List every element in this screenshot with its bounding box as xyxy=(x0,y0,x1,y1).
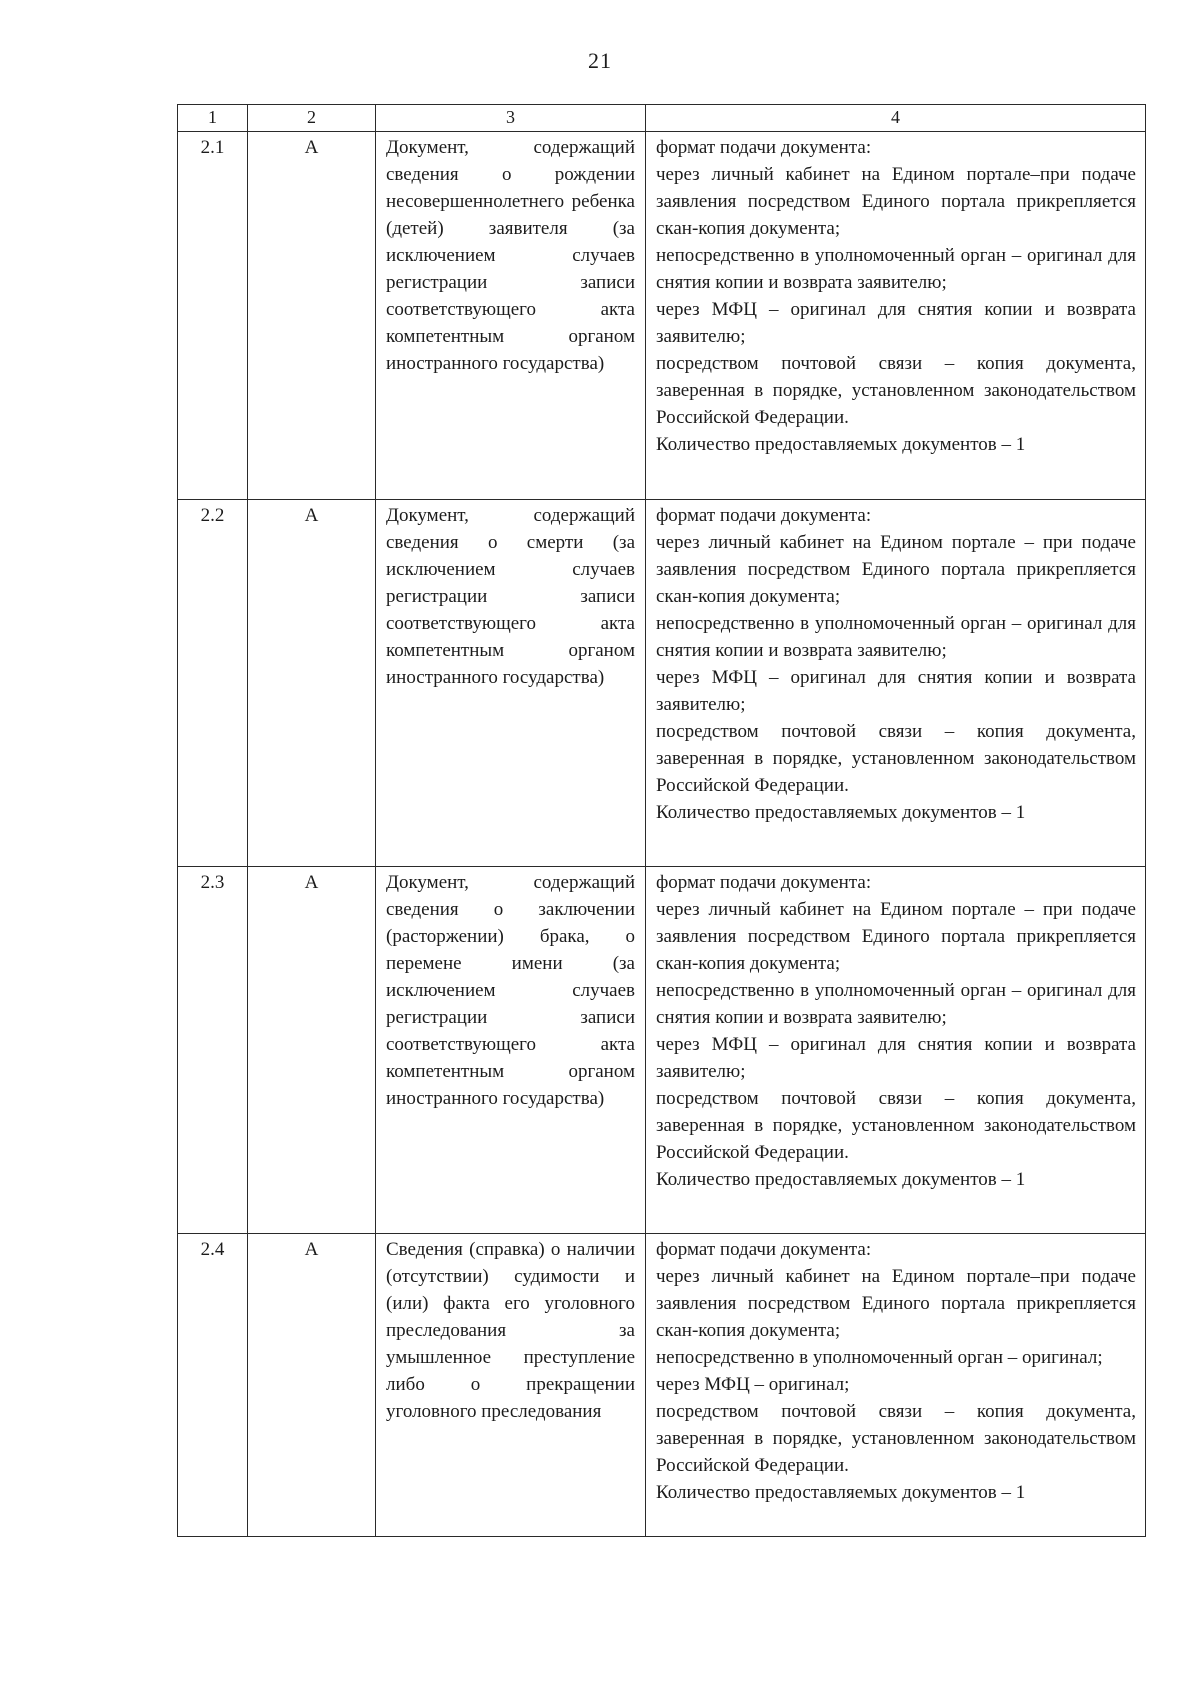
format-line: посредством почтовой связи – копия документа, заверенная в порядке, установленном законодательством Российской Федерации. xyxy=(656,353,1136,428)
row-number: 2.4 xyxy=(178,1234,248,1537)
submission-format xyxy=(646,867,1146,1234)
row-category: А xyxy=(248,1234,376,1537)
format-line: формат подачи документа: xyxy=(656,137,872,158)
document-name: Сведения (справка) о наличии (отсутствии) судимости и (или) факта его уголовного преследования за умышленное преступление либо о прекращении уголовного преследования xyxy=(376,1234,646,1537)
format-line: непосредственно в уполномоченный орган – оригинал; xyxy=(656,1347,1103,1368)
table-header-row xyxy=(178,105,1146,132)
document-count: Количество предоставляемых документов – 1 xyxy=(656,802,1026,823)
column-header-1: 1 xyxy=(178,105,248,132)
format-line: формат подачи документа: xyxy=(656,872,872,893)
format-line: посредством почтовой связи – копия документа, заверенная в порядке, установленном законодательством Российской Федерации. xyxy=(656,1401,1136,1476)
format-line: через МФЦ – оригинал для снятия копии и возврата заявителю; xyxy=(656,1034,1136,1082)
document-name: Документ, содержащий сведения о заключении (расторжении) брака, о перемене имени (за исключением случаев регистрации записи соответствующего акта компетентным органом иностранного государства) xyxy=(376,867,646,1234)
format-line: непосредственно в уполномоченный орган – оригинал для снятия копии и возврата заявителю; xyxy=(656,613,1136,661)
submission-format xyxy=(646,1234,1146,1537)
row-number: 2.3 xyxy=(178,867,248,1234)
page-number: 21 xyxy=(588,48,612,73)
row-number: 2.1 xyxy=(178,132,248,500)
document-name: Документ, содержащий сведения о рождении несовершеннолетнего ребенка (детей) заявителя (за исключением случаев регистрации записи соответствующего акта компетентным органом иностранного государства) xyxy=(376,132,646,500)
document-name: Документ, содержащий сведения о смерти (за исключением случаев регистрации записи соответствующего акта компетентным органом иностранного государства) xyxy=(376,500,646,867)
format-line: непосредственно в уполномоченный орган – оригинал для снятия копии и возврата заявителю; xyxy=(656,980,1136,1028)
column-header-3: 3 xyxy=(376,105,646,132)
column-header-2: 2 xyxy=(248,105,376,132)
row-category: А xyxy=(248,132,376,500)
format-line: непосредственно в уполномоченный орган – оригинал для снятия копии и возврата заявителю; xyxy=(656,245,1136,293)
submission-format xyxy=(646,500,1146,867)
format-line: через МФЦ – оригинал для снятия копии и возврата заявителю; xyxy=(656,299,1136,347)
format-line: через личный кабинет на Едином портале–при подаче заявления посредством Единого портала прикрепляется скан-копия документа; xyxy=(656,164,1136,239)
row-category: А xyxy=(248,867,376,1234)
document-count: Количество предоставляемых документов – 1 xyxy=(656,1169,1026,1190)
documents-table xyxy=(177,104,1146,1537)
column-header-4: 4 xyxy=(646,105,1146,132)
format-line: через МФЦ – оригинал; xyxy=(656,1374,850,1395)
format-line: через личный кабинет на Едином портале – при подаче заявления посредством Единого портала прикрепляется скан-копия документа; xyxy=(656,899,1136,974)
format-line: формат подачи документа: xyxy=(656,1239,872,1260)
format-line: формат подачи документа: xyxy=(656,505,872,526)
format-line: через МФЦ – оригинал для снятия копии и возврата заявителю; xyxy=(656,667,1136,715)
table-row xyxy=(178,132,1146,500)
format-line: посредством почтовой связи – копия документа, заверенная в порядке, установленном законодательством Российской Федерации. xyxy=(656,1088,1136,1163)
document-count: Количество предоставляемых документов – 1 xyxy=(656,434,1026,455)
table-row xyxy=(178,867,1146,1234)
format-line: посредством почтовой связи – копия документа, заверенная в порядке, установленном законодательством Российской Федерации. xyxy=(656,721,1136,796)
submission-format xyxy=(646,132,1146,500)
row-number: 2.2 xyxy=(178,500,248,867)
document-count: Количество предоставляемых документов – 1 xyxy=(656,1482,1026,1503)
format-line: через личный кабинет на Едином портале – при подаче заявления посредством Единого портала прикрепляется скан-копия документа; xyxy=(656,532,1136,607)
format-line: через личный кабинет на Едином портале–при подаче заявления посредством Единого портала прикрепляется скан-копия документа; xyxy=(656,1266,1136,1341)
row-category: А xyxy=(248,500,376,867)
table-row xyxy=(178,1234,1146,1537)
table-row xyxy=(178,500,1146,867)
